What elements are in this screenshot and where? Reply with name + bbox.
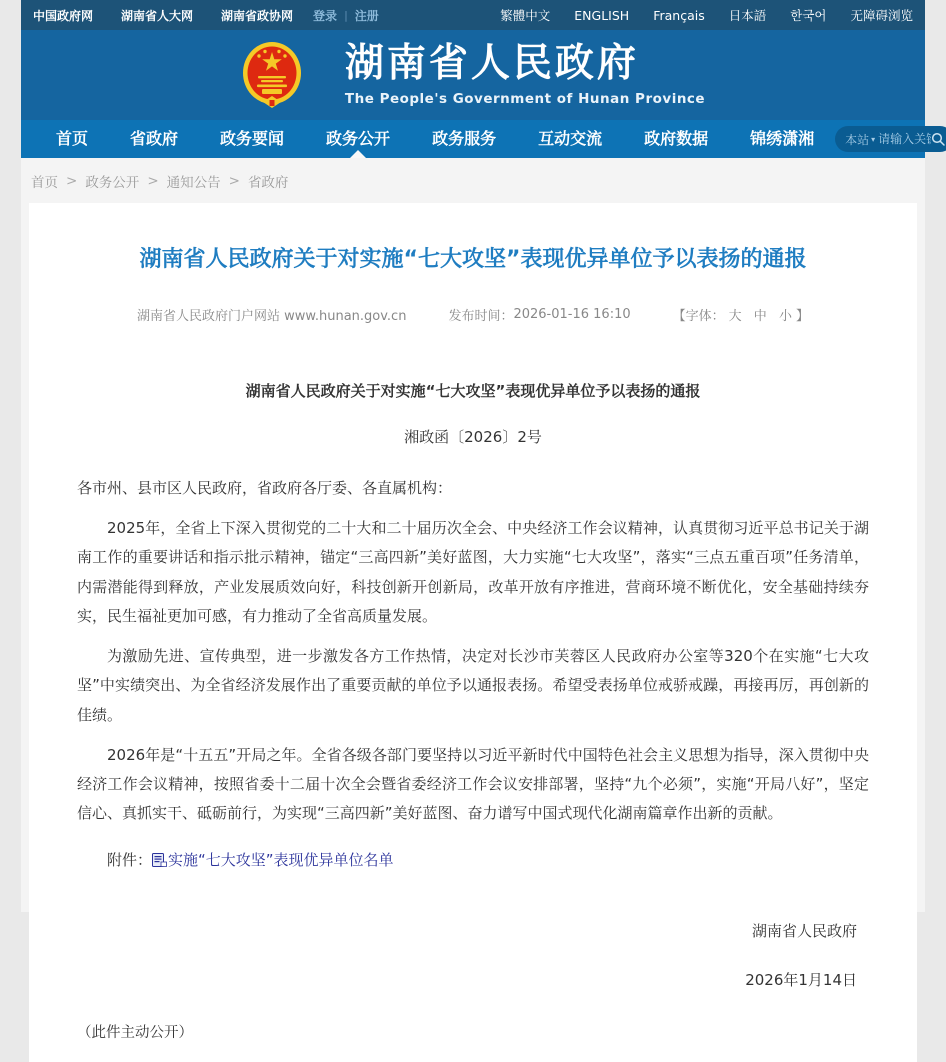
site-search-box[interactable] [835, 126, 946, 152]
lang-traditional-chinese[interactable]: 繁體中文 [500, 8, 551, 23]
article-body [77, 380, 869, 1042]
accessibility-link[interactable]: 无障碍浏览 [850, 8, 913, 23]
register-link[interactable]: 注册 [354, 8, 379, 23]
font-size-label-close: 】 [795, 308, 809, 324]
font-size-small-button[interactable]: 小 [778, 308, 792, 324]
disclosure-note: （此件主动公开） [77, 1024, 193, 1041]
paragraph-1: 2025年，全省上下深入贯彻党的二十大和二十届历次全会、中央经济工作会议精神，认真贯彻习近平总书记关于湖南工作的重要讲话和指示批示精神，锚定“三高四新”美好蓝图，大力实施“七大攻坚”，落实“三点五重百项”任务清单，内需潜能得到释放，产业发展质效向好，科技创新开创新局，改革开放有序推进，营商环境不断优化，安全基础持续夯实，民生福祉更加可感，有力推动了全省高质量发展。 [77, 519, 869, 625]
national-emblem-icon [241, 40, 303, 110]
nav-item-interaction[interactable]: 互动交流 [538, 129, 603, 148]
lang-english[interactable]: ENGLISH [574, 7, 630, 23]
document-number: 湘政函〔2026〕2号 [404, 428, 542, 447]
article-card [29, 203, 917, 1062]
breadcrumb-separator: > [147, 172, 159, 189]
lang-korean[interactable]: 한국어 [790, 8, 827, 23]
site-name: 湖南省人民政府 [344, 41, 639, 87]
main-nav [21, 120, 925, 158]
attachment-label: 附件： [107, 850, 153, 869]
document-file-icon [152, 853, 167, 867]
nav-item-government-data[interactable]: 政府数据 [644, 129, 709, 148]
link-hunan-peoples-congress[interactable]: 湖南省人大网 [121, 8, 194, 23]
page [21, 0, 925, 1041]
link-china-gov[interactable]: 中国政府网 [33, 8, 94, 23]
auth-links [313, 7, 379, 24]
breadcrumb-notices[interactable]: 通知公告 [166, 174, 221, 191]
breadcrumb-home[interactable]: 首页 [31, 174, 58, 191]
top-utility-bar [21, 0, 925, 30]
site-header [21, 30, 925, 120]
nav-item-splendid-xiaoxiang[interactable]: 锦绣潇湘 [750, 129, 815, 148]
publish-time: 2026-01-16 16:10 [513, 306, 631, 322]
paragraph-2: 为激励先进、宣传典型，进一步激发各方工作热情，决定对长沙市芙蓉区人民政府办公室等320个在实施“七大攻坚”中实绩突出、为全省经济发展作出了重要贡献的单位予以通报表扬。希望受表扬单位戒骄戒躁，再接再厉，再创新的佳绩。 [77, 647, 869, 724]
attachment-link[interactable]: 实施“七大攻坚”表现优异单位名单 [168, 850, 394, 869]
site-title-block [345, 43, 705, 107]
page-title: 湖南省人民政府关于对实施“七大攻坚”表现优异单位予以表扬的通报 [139, 247, 807, 272]
lang-japanese[interactable]: 日本語 [728, 8, 767, 23]
breadcrumb [21, 158, 925, 203]
search-input[interactable] [878, 132, 931, 146]
search-scope-selector[interactable]: 本站 [845, 132, 870, 147]
breadcrumb-government-disclosure[interactable]: 政务公开 [85, 174, 140, 191]
topbar-left-links [33, 7, 379, 24]
article-source: 湖南省人民政府门户网站 www.hunan.gov.cn [137, 308, 407, 324]
signature-block [77, 921, 869, 991]
nav-item-provincial-government[interactable]: 省政府 [130, 129, 179, 148]
nav-item-home[interactable]: 首页 [56, 129, 89, 148]
paragraph-3: 2026年是“十五五”开局之年。全省各级各部门要坚持以习近平新时代中国特色社会主义思想为指导，深入贯彻中央经济工作会议精神，按照省委十二届十次全会暨省委经济工作会议安排部署，坚持“九个必须”，实施“开局八好”，坚定信心、真抓实干、砥砺前行，为实现“三高四新”美好蓝图、奋力谱写中国式现代化湖南篇章作出新的贡献。 [77, 745, 869, 823]
lang-french[interactable]: Français [653, 7, 705, 23]
document-heading: 湖南省人民政府关于对实施“七大攻坚”表现优异单位予以表扬的通报 [245, 381, 701, 400]
font-size-large-button[interactable]: 大 [728, 308, 742, 324]
auth-divider: | [344, 8, 348, 22]
nav-item-government-services[interactable]: 政务服务 [432, 129, 497, 148]
breadcrumb-separator: > [228, 172, 240, 189]
publish-time-label: 发布时间： [448, 308, 514, 324]
login-link[interactable]: 登录 [313, 8, 338, 23]
signature-date: 2026年1月14日 [745, 970, 857, 989]
breadcrumb-provincial-government[interactable]: 省政府 [247, 174, 289, 191]
attachment-row [77, 845, 869, 875]
signature-organization: 湖南省人民政府 [751, 921, 857, 940]
font-size-medium-button[interactable]: 中 [753, 308, 767, 324]
font-size-label: 【字体： [672, 308, 725, 324]
nav-item-government-disclosure[interactable]: 政务公开 [305, 120, 411, 158]
salutation: 各市州、县市区人民政府，省政府各厅委、各直属机构： [77, 479, 453, 498]
site-name-english: The People's Government of Hunan Province [344, 90, 706, 107]
font-size-controls [725, 305, 796, 324]
site-logo[interactable] [241, 40, 705, 110]
search-icon[interactable] [931, 132, 945, 146]
link-hunan-cppcc[interactable]: 湖南省政协网 [221, 8, 294, 23]
chevron-down-icon[interactable]: ▾ [871, 134, 876, 144]
article-meta [77, 305, 869, 324]
nav-item-government-news[interactable]: 政务要闻 [220, 129, 285, 148]
breadcrumb-separator: > [66, 172, 78, 189]
topbar-language-links [488, 6, 915, 24]
